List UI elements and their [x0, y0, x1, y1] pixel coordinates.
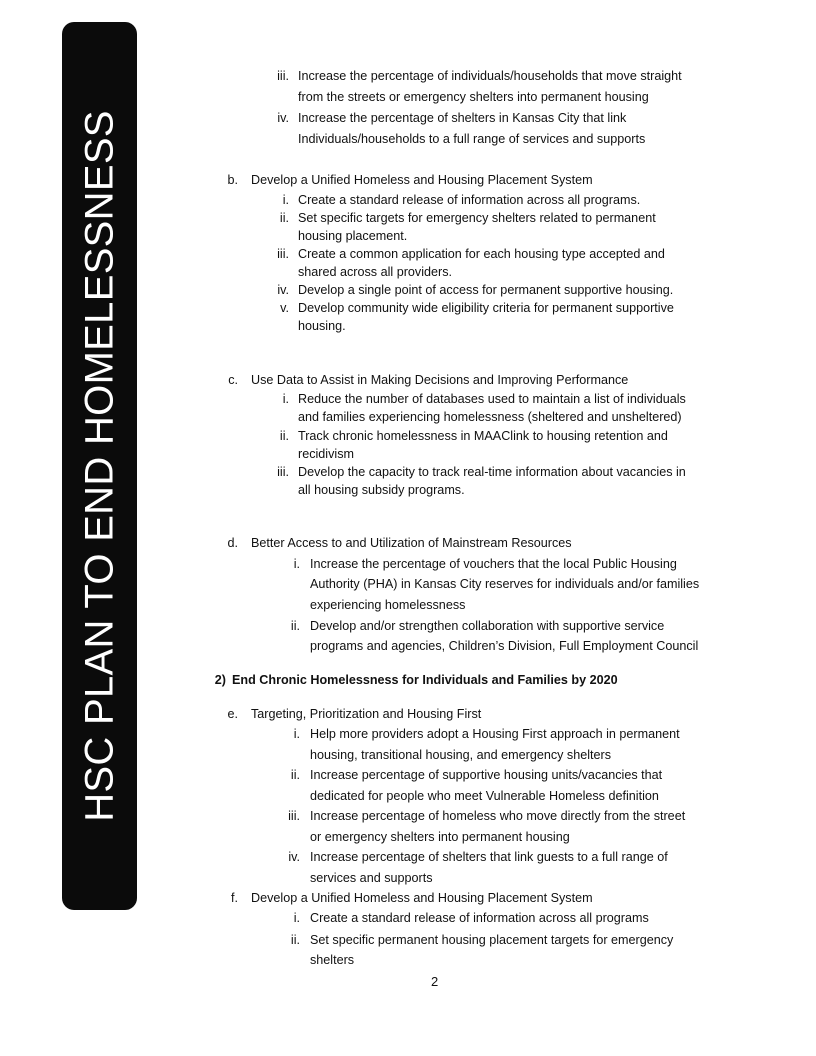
item-text-line: Create a standard release of information across all programs [310, 911, 649, 925]
item-number: f. [231, 891, 238, 905]
item-text-line: services and supports [310, 871, 433, 885]
item-text-line: Develop the capacity to track real-time information about vacancies in [298, 465, 686, 479]
item-text-line: Develop a single point of access for permanent supportive housing. [298, 283, 674, 297]
item-text-line: dedicated for people who meet Vulnerable Homeless definition [310, 789, 659, 803]
item-text-line: Use Data to Assist in Making Decisions and Improving Performance [251, 373, 629, 387]
item-text-line: Increase percentage of shelters that link guests to a full range of [310, 850, 668, 864]
item-text-line: Increase percentage of homeless who move directly from the street [310, 809, 686, 823]
item-text-line: housing, transitional housing, and emergency shelters [310, 748, 612, 762]
item-text-line: housing placement. [298, 229, 408, 243]
item-text-line: housing. [298, 319, 346, 333]
item-text-line: Better Access to and Utilization of Mainstream Resources [251, 536, 572, 550]
item-text-line: Increase the percentage of vouchers that the local Public Housing [310, 557, 677, 571]
item-text-line: experiencing homelessness [310, 598, 466, 612]
item-text-line: Set specific targets for emergency shelters related to permanent [298, 211, 656, 225]
item-text-line: Reduce the number of databases used to maintain a list of individuals [298, 392, 686, 406]
item-number: b. [227, 173, 238, 187]
item-number: iv. [288, 850, 300, 864]
item-number: i. [293, 557, 300, 571]
item-number: iv. [277, 283, 289, 297]
item-text-line: Create a common application for each housing type accepted and [298, 247, 665, 261]
item-number: ii. [279, 211, 289, 225]
item-text-line: shared across all providers. [298, 265, 452, 279]
item-text-line: Individuals/households to a full range of services and supports [298, 132, 646, 146]
item-number: ii. [279, 429, 289, 443]
item-text-line: programs and agencies, Children’s Division, Full Employment Council [310, 639, 699, 653]
item-text-line: Develop and/or strengthen collaboration with supportive service [310, 619, 665, 633]
item-number: iii. [288, 809, 300, 823]
item-text-line: Help more providers adopt a Housing First approach in permanent [310, 727, 680, 741]
item-text-line: End Chronic Homelessness for Individuals and Families by 2020 [232, 673, 618, 687]
item-number: iv. [277, 111, 289, 125]
item-number: i. [282, 392, 289, 406]
sidebar-title: HSC PLAN TO END HOMELESSNESS [77, 110, 121, 822]
sidebar-banner [62, 22, 137, 910]
item-number: ii. [290, 768, 300, 782]
item-text-line: Develop community wide eligibility criteria for permanent supportive [298, 301, 674, 315]
item-number: iii. [277, 465, 289, 479]
item-number: i. [282, 193, 289, 207]
item-text-line: from the streets or emergency shelters into permanent housing [298, 90, 649, 104]
item-number: i. [293, 727, 300, 741]
item-number: v. [280, 301, 289, 315]
item-number: ii. [290, 933, 300, 947]
item-text-line: Increase the percentage of individuals/households that move straight [298, 69, 682, 83]
item-text-line: Authority (PHA) in Kansas City reserves for individuals and/or families [310, 577, 700, 591]
item-text-line: recidivism [298, 447, 354, 461]
item-number: e. [227, 707, 238, 721]
item-number: iii. [277, 69, 289, 83]
item-text-line: or emergency shelters into permanent housing [310, 830, 570, 844]
item-number: ii. [290, 619, 300, 633]
item-text-line: and families experiencing homelessness (sheltered and unsheltered) [298, 410, 682, 424]
item-number: c. [228, 373, 238, 387]
item-text-line: shelters [310, 953, 355, 967]
item-number: d. [227, 536, 238, 550]
item-number: i. [293, 911, 300, 925]
item-text-line: Develop a Unified Homeless and Housing Placement System [251, 173, 593, 187]
item-text-line: Set specific permanent housing placement targets for emergency [310, 933, 674, 947]
item-text-line: Targeting, Prioritization and Housing First [251, 707, 482, 721]
page-number: 2 [431, 974, 439, 989]
item-text-line: Increase percentage of supportive housing units/vacancies that [310, 768, 663, 782]
item-text-line: Increase the percentage of shelters in Kansas City that link [298, 111, 627, 125]
item-text-line: Track chronic homelessness in MAAClink to housing retention and [298, 429, 668, 443]
item-number: iii. [277, 247, 289, 261]
item-text-line: all housing subsidy programs. [298, 483, 465, 497]
item-text-line: Develop a Unified Homeless and Housing Placement System [251, 891, 593, 905]
item-number: 2) [214, 673, 226, 687]
item-text-line: Create a standard release of information across all programs. [298, 193, 641, 207]
